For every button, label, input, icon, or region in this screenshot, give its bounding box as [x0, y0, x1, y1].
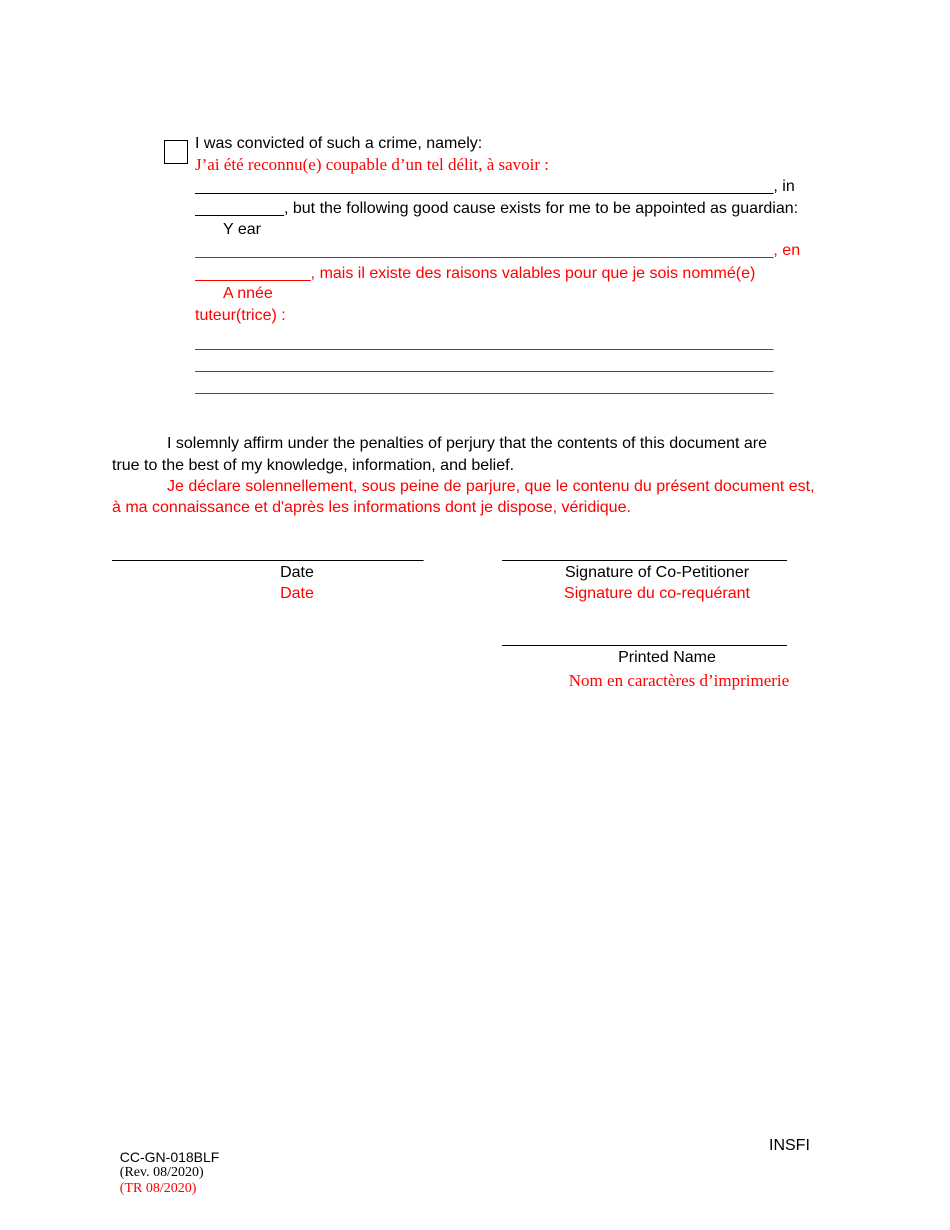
printed-name-line[interactable]: ________________________________ [502, 631, 787, 647]
revision-date: (Rev. 08/2020) [119, 1165, 204, 1180]
guardian-label-fr: tuteur(trice) : [195, 307, 286, 324]
good-cause-blank-line[interactable]: _________________________________________________________________ [195, 379, 774, 395]
affirmation-en-line2: true to the best of my knowledge, information, and belief. [112, 457, 515, 474]
footer-form-id [112, 1136, 219, 1196]
signature-line[interactable]: ________________________________ [502, 546, 787, 562]
signature-label-fr: Signature du co-requérant [564, 585, 750, 602]
conviction-checkbox[interactable] [164, 140, 188, 164]
year-label-en: Y ear [223, 221, 261, 238]
year-label-fr: A nnée [223, 285, 273, 302]
date-label-en: Date [280, 564, 314, 581]
year-good-cause-line-fr[interactable]: _____________, mais il existe des raisons valables pour que je sois nommé(e) [195, 266, 756, 282]
year-good-cause-line-en[interactable]: __________, but the following good cause exists for me to be appointed as guardian: [195, 201, 799, 217]
translation-date: (TR 08/2020) [119, 1181, 197, 1196]
signature-label-en: Signature of Co-Petitioner [564, 564, 750, 581]
affirmation-en-line1: I solemnly affirm under the penalties of perjury that the contents of this document are [167, 435, 768, 452]
good-cause-blank-line[interactable]: _________________________________________________________________ [195, 335, 774, 351]
agency-code: INSFI [769, 1137, 810, 1154]
date-label-fr: Date [280, 585, 314, 602]
date-line[interactable]: ___________________________________ [112, 546, 424, 562]
good-cause-blank-line[interactable]: _________________________________________________________________ [195, 357, 774, 373]
conviction-statement-fr: J’ai été reconnu(e) coupable d’un tel délit, à savoir : [195, 155, 550, 174]
printed-name-label-en: Printed Name [618, 649, 716, 666]
crime-blank-line-fr[interactable]: _________________________________________________________________, en [195, 243, 801, 259]
affirmation-fr-line1: Je déclare solennellement, sous peine de parjure, que le contenu du présent document est, [167, 478, 815, 495]
conviction-statement-en: I was convicted of such a crime, namely: [195, 135, 483, 152]
form-code: CC-GN-018BLF [119, 1149, 220, 1165]
crime-blank-line-en[interactable]: _________________________________________________________________, in [195, 179, 795, 195]
affirmation-fr-line2: à ma connaissance et d'après les informations dont je dispose, véridique. [112, 499, 631, 516]
printed-name-label-fr: Nom en caractères d’imprimerie [568, 671, 790, 690]
